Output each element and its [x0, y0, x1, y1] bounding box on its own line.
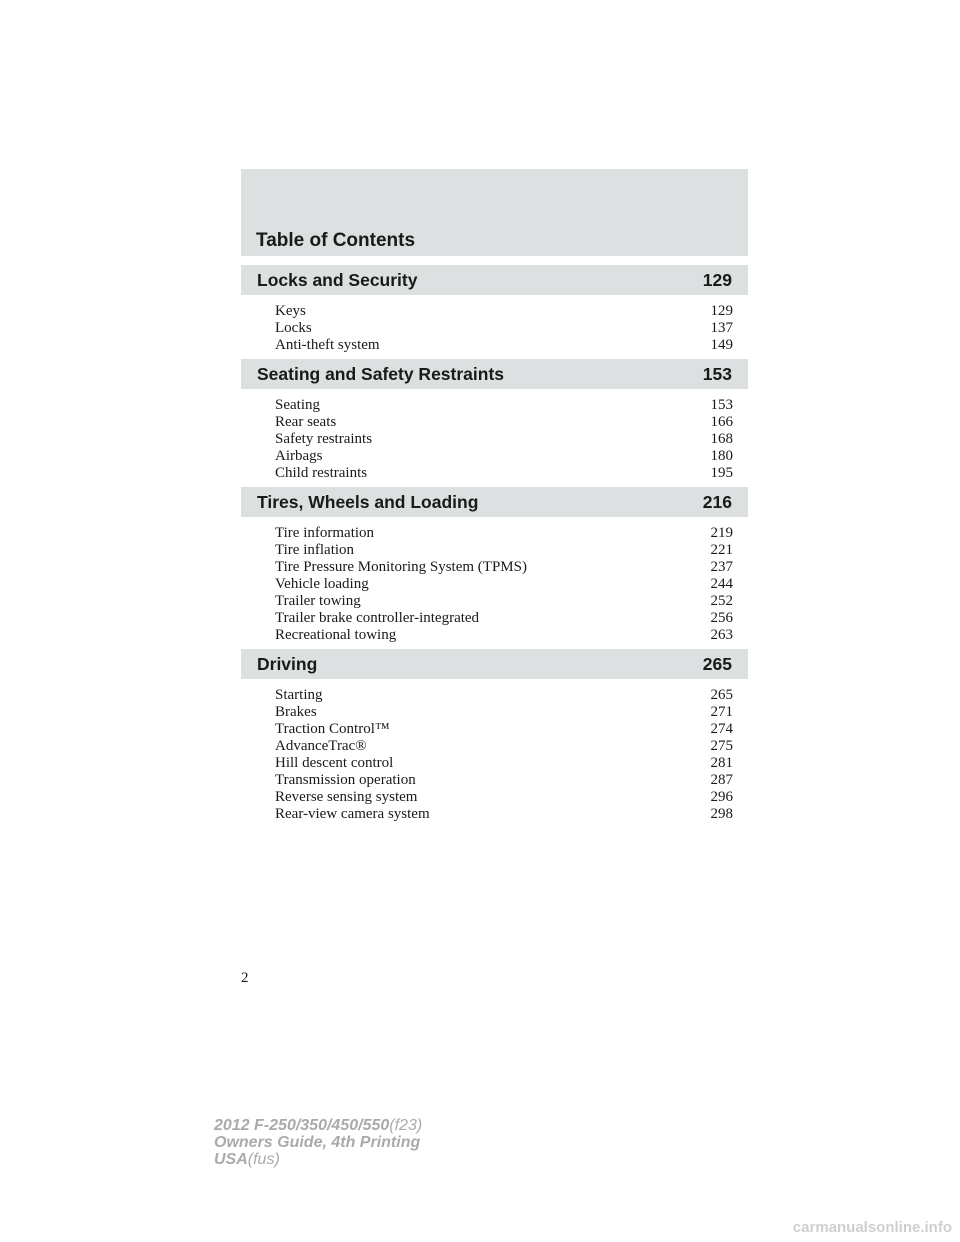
entry-title: Locks — [275, 320, 312, 336]
entry-list-tires-wheels-and-loading — [275, 525, 733, 644]
toc-entry[interactable] — [275, 789, 733, 806]
section-header-locks-and-security[interactable] — [241, 265, 748, 295]
entry-page: 180 — [710, 448, 733, 464]
entry-page: 195 — [710, 465, 733, 481]
toc-entry[interactable] — [275, 593, 733, 610]
section-title: Tires, Wheels and Loading — [257, 492, 479, 512]
entry-title: Seating — [275, 397, 320, 413]
section-page: 216 — [702, 492, 732, 512]
toc-entry[interactable] — [275, 738, 733, 755]
entry-page: 281 — [710, 755, 733, 771]
entry-page: 137 — [710, 320, 733, 336]
page-title: Table of Contents — [256, 230, 416, 251]
section-title: Driving — [257, 654, 318, 674]
entry-title: Starting — [275, 687, 323, 703]
toc-entry[interactable] — [275, 687, 733, 704]
toc-entry[interactable] — [275, 337, 733, 354]
toc-entry[interactable] — [275, 431, 733, 448]
entry-page: 166 — [710, 414, 733, 430]
section-title: Locks and Security — [257, 270, 418, 290]
toc-header — [241, 169, 748, 256]
entry-page: 298 — [710, 806, 733, 822]
entry-list-seating-and-safety-restraints — [275, 397, 733, 482]
toc-entry[interactable] — [275, 559, 733, 576]
footer-edition: Owners Guide, 4th Printing — [214, 1134, 421, 1151]
toc-entry[interactable] — [275, 704, 733, 721]
entry-title: Child restraints — [275, 465, 368, 481]
toc-entry[interactable] — [275, 755, 733, 772]
section-header-seating-and-safety-restraints[interactable] — [241, 359, 748, 389]
entry-title: Rear seats — [275, 414, 337, 430]
footer-model: 2012 F-250/350/450/550 — [214, 1117, 390, 1134]
entry-list-driving — [275, 687, 733, 823]
entry-title: Anti-theft system — [275, 337, 380, 353]
toc-entry[interactable] — [275, 448, 733, 465]
entry-page: 237 — [710, 559, 733, 575]
toc-entry[interactable] — [275, 542, 733, 559]
section-page: 129 — [702, 270, 732, 290]
entry-page: 221 — [710, 542, 733, 558]
entry-page: 265 — [710, 687, 733, 703]
entry-page: 149 — [710, 337, 733, 353]
toc-entry[interactable] — [275, 576, 733, 593]
entry-page: 219 — [710, 525, 733, 541]
footer-model-code: (f23) — [389, 1117, 423, 1134]
entry-title: Brakes — [275, 704, 317, 720]
document-footer — [214, 1117, 534, 1168]
footer-line-market — [214, 1151, 534, 1168]
entry-page: 153 — [710, 397, 733, 413]
toc-entry[interactable] — [275, 806, 733, 823]
entry-title: Hill descent control — [275, 755, 394, 771]
toc-entry[interactable] — [275, 525, 733, 542]
entry-page: 275 — [710, 738, 733, 754]
entry-title: Tire information — [275, 525, 375, 541]
entry-title: Vehicle loading — [275, 576, 369, 592]
entry-title: Reverse sensing system — [275, 789, 418, 805]
footer-line-model — [214, 1117, 534, 1134]
entry-page: 252 — [710, 593, 733, 609]
footer-market-code: (fus) — [247, 1151, 280, 1168]
entry-page: 129 — [710, 303, 733, 319]
entry-title: Trailer brake controller-integrated — [275, 610, 480, 626]
toc-entry[interactable] — [275, 721, 733, 738]
toc-entry[interactable] — [275, 320, 733, 337]
toc-entry[interactable] — [275, 627, 733, 644]
entry-page: 168 — [710, 431, 733, 447]
entry-page: 274 — [710, 721, 733, 737]
section-header-tires-wheels-and-loading[interactable] — [241, 487, 748, 517]
footer-market: USA — [214, 1151, 248, 1168]
entry-page: 256 — [710, 610, 733, 626]
toc-entry[interactable] — [275, 465, 733, 482]
entry-title: Rear-view camera system — [275, 806, 430, 822]
entry-title: Traction Control™ — [275, 721, 390, 737]
page-number: 2 — [241, 970, 249, 986]
section-page: 153 — [702, 364, 732, 384]
entry-page: 271 — [710, 704, 733, 720]
entry-title: Transmission operation — [275, 772, 416, 788]
entry-page: 244 — [710, 576, 733, 592]
watermark: carmanualsonline.info — [792, 1219, 952, 1236]
entry-list-locks-and-security — [275, 303, 733, 354]
toc-entry[interactable] — [275, 414, 733, 431]
entry-title: Tire Pressure Monitoring System (TPMS) — [275, 559, 527, 575]
entry-title: Keys — [275, 303, 306, 319]
section-page: 265 — [702, 654, 732, 674]
entry-title: AdvanceTrac® — [275, 738, 367, 754]
entry-title: Airbags — [275, 448, 323, 464]
toc-entry[interactable] — [275, 610, 733, 627]
section-title: Seating and Safety Restraints — [257, 364, 505, 384]
toc-entry[interactable] — [275, 772, 733, 789]
entry-title: Tire inflation — [275, 542, 355, 558]
section-header-driving[interactable] — [241, 649, 748, 679]
toc-entry[interactable] — [275, 397, 733, 414]
entry-title: Trailer towing — [275, 593, 361, 609]
entry-page: 287 — [710, 772, 733, 788]
entry-page: 296 — [710, 789, 733, 805]
toc-entry[interactable] — [275, 303, 733, 320]
entry-page: 263 — [710, 627, 733, 643]
entry-title: Safety restraints — [275, 431, 373, 447]
entry-title: Recreational towing — [275, 627, 397, 643]
